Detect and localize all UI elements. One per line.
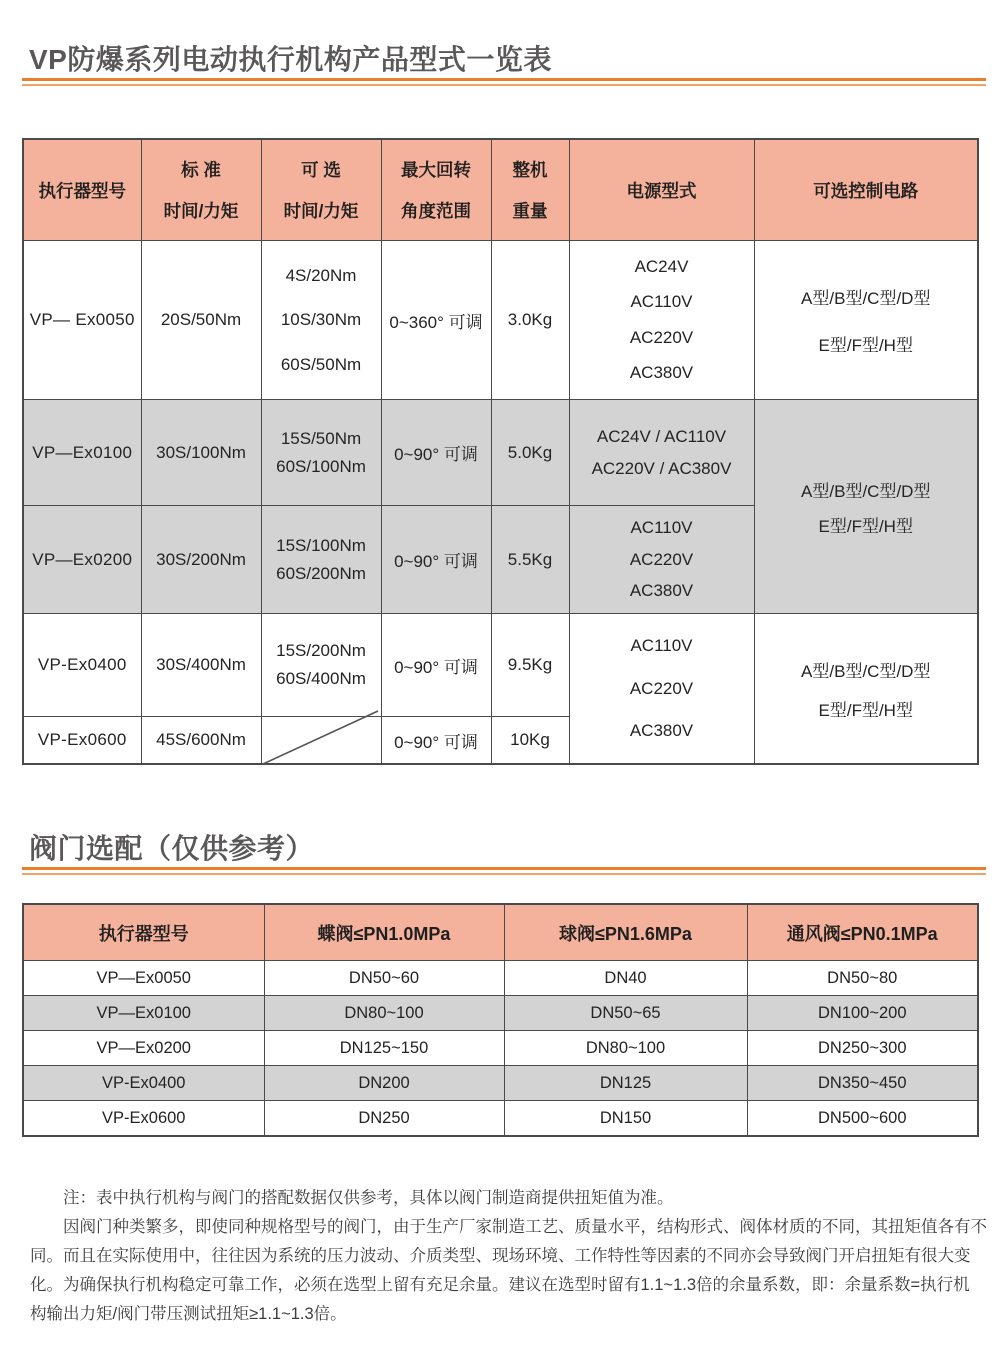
valve-section-title: 阀门选配（仅供参考） xyxy=(29,833,315,864)
optional-cell: 15S/100Nm 60S/200Nm xyxy=(261,506,381,614)
power-cell: AC24V AC110V AC220V AC380V xyxy=(569,241,754,400)
table-row xyxy=(23,1031,978,1066)
valve-model-cell: VP—Ex0200 xyxy=(23,1031,264,1066)
control-cell: A型/B型/C型/D型 E型/F型/H型 xyxy=(754,614,978,765)
header-power-type: 电源型式 xyxy=(569,139,754,241)
butterfly-valve-cell: DN125~150 xyxy=(264,1031,504,1066)
header-model: 执行器型号 xyxy=(23,139,141,241)
ball-valve-cell: DN80~100 xyxy=(504,1031,747,1066)
standard-cell: 30S/100Nm xyxy=(141,400,261,506)
footnotes xyxy=(30,1184,987,1329)
table-row xyxy=(23,996,978,1031)
standard-cell: 20S/50Nm xyxy=(141,241,261,400)
model-cell: VP-Ex0400 xyxy=(23,614,141,717)
table-row xyxy=(23,241,978,400)
title-divider xyxy=(22,78,986,86)
model-cell: VP—Ex0200 xyxy=(23,506,141,614)
butterfly-valve-cell: DN50~60 xyxy=(264,961,504,996)
valve-matching-table xyxy=(22,903,979,1137)
model-cell: VP— Ex0050 xyxy=(23,241,141,400)
power-cell: AC110V AC220V AC380V xyxy=(569,614,754,765)
vent-valve-cell: DN100~200 xyxy=(747,996,978,1031)
header-ball-valve: 球阀≤PN1.6MPa xyxy=(504,904,747,961)
optional-cell: 4S/20Nm 10S/30Nm 60S/50Nm xyxy=(261,241,381,400)
header-control-circuit: 可选控制电路 xyxy=(754,139,978,241)
butterfly-valve-cell: DN80~100 xyxy=(264,996,504,1031)
table-row xyxy=(23,1101,978,1137)
header-standard-time-torque: 标 准 时间/力矩 xyxy=(141,139,261,241)
ball-valve-cell: DN150 xyxy=(504,1101,747,1137)
angle-cell: 0~360° 可调 xyxy=(381,241,491,400)
optional-empty-cell xyxy=(261,717,381,765)
optional-cell: 15S/50Nm 60S/100Nm xyxy=(261,400,381,506)
model-cell: VP—Ex0100 xyxy=(23,400,141,506)
valve-model-cell: VP—Ex0050 xyxy=(23,961,264,996)
valve-model-cell: VP-Ex0600 xyxy=(23,1101,264,1137)
header-butterfly-valve: 蝶阀≤PN1.0MPa xyxy=(264,904,504,961)
title-divider xyxy=(22,867,986,875)
note-line: 因阀门种类繁多，即使同种规格型号的阀门，由于生产厂家制造工艺、质量水平，结构形式、阀体材质的不同，其扭矩值各有不 xyxy=(63,1218,987,1236)
header-optional-time-torque: 可 选 时间/力矩 xyxy=(261,139,381,241)
butterfly-valve-cell: DN250 xyxy=(264,1101,504,1137)
weight-cell: 10Kg xyxy=(491,717,569,765)
vent-valve-cell: DN50~80 xyxy=(747,961,978,996)
table-row xyxy=(23,400,978,506)
vent-valve-cell: DN350~450 xyxy=(747,1066,978,1101)
weight-cell: 9.5Kg xyxy=(491,614,569,717)
vent-valve-cell: DN500~600 xyxy=(747,1101,978,1137)
power-cell: AC24V / AC110V AC220V / AC380V xyxy=(569,400,754,506)
standard-cell: 30S/200Nm xyxy=(141,506,261,614)
standard-cell: 30S/400Nm xyxy=(141,614,261,717)
table-row xyxy=(23,1066,978,1101)
angle-cell: 0~90° 可调 xyxy=(381,717,491,765)
table-row xyxy=(23,614,978,717)
vent-valve-cell: DN250~300 xyxy=(747,1031,978,1066)
valve-model-cell: VP-Ex0400 xyxy=(23,1066,264,1101)
header-total-weight: 整机 重量 xyxy=(491,139,569,241)
note-line: 同。而且在实际使用中，往往因为系统的压力波动、介质类型、现场环境、工作特性等因素的不同亦会导致阀门开启扭矩有很大变 xyxy=(30,1247,971,1265)
page-title: VP防爆系列电动执行机构产品型式一览表 xyxy=(29,44,552,75)
divider-thin-line xyxy=(22,873,986,875)
valve-model-cell: VP—Ex0100 xyxy=(23,996,264,1031)
angle-cell: 0~90° 可调 xyxy=(381,614,491,717)
header-model: 执行器型号 xyxy=(23,904,264,961)
optional-cell: 15S/200Nm 60S/400Nm xyxy=(261,614,381,717)
weight-cell: 5.0Kg xyxy=(491,400,569,506)
weight-cell: 5.5Kg xyxy=(491,506,569,614)
ball-valve-cell: DN125 xyxy=(504,1066,747,1101)
power-cell: AC110V AC220V AC380V xyxy=(569,506,754,614)
butterfly-valve-cell: DN200 xyxy=(264,1066,504,1101)
control-cell: A型/B型/C型/D型 E型/F型/H型 xyxy=(754,241,978,400)
header-vent-valve: 通风阀≤PN0.1MPa xyxy=(747,904,978,961)
divider-thin-line xyxy=(22,84,986,86)
weight-cell: 3.0Kg xyxy=(491,241,569,400)
actuator-spec-table xyxy=(22,138,979,765)
ball-valve-cell: DN40 xyxy=(504,961,747,996)
note-line: 构输出力矩/阀门带压测试扭矩≥1.1~1.3倍。 xyxy=(30,1305,347,1323)
angle-cell: 0~90° 可调 xyxy=(381,506,491,614)
note-line: 化。为确保执行机构稳定可靠工作，必须在选型上留有充足余量。建议在选型时留有1.1~1.3倍的余量系数，即：余量系数=执行机 xyxy=(30,1276,970,1294)
note-line: 注：表中执行机构与阀门的搭配数据仅供参考，具体以阀门制造商提供扭矩值为准。 xyxy=(63,1189,674,1207)
control-cell: A型/B型/C型/D型 E型/F型/H型 xyxy=(754,400,978,614)
model-cell: VP-Ex0600 xyxy=(23,717,141,765)
ball-valve-cell: DN50~65 xyxy=(504,996,747,1031)
standard-cell: 45S/600Nm xyxy=(141,717,261,765)
header-max-rotation-angle: 最大回转 角度范围 xyxy=(381,139,491,241)
angle-cell: 0~90° 可调 xyxy=(381,400,491,506)
table-row xyxy=(23,961,978,996)
